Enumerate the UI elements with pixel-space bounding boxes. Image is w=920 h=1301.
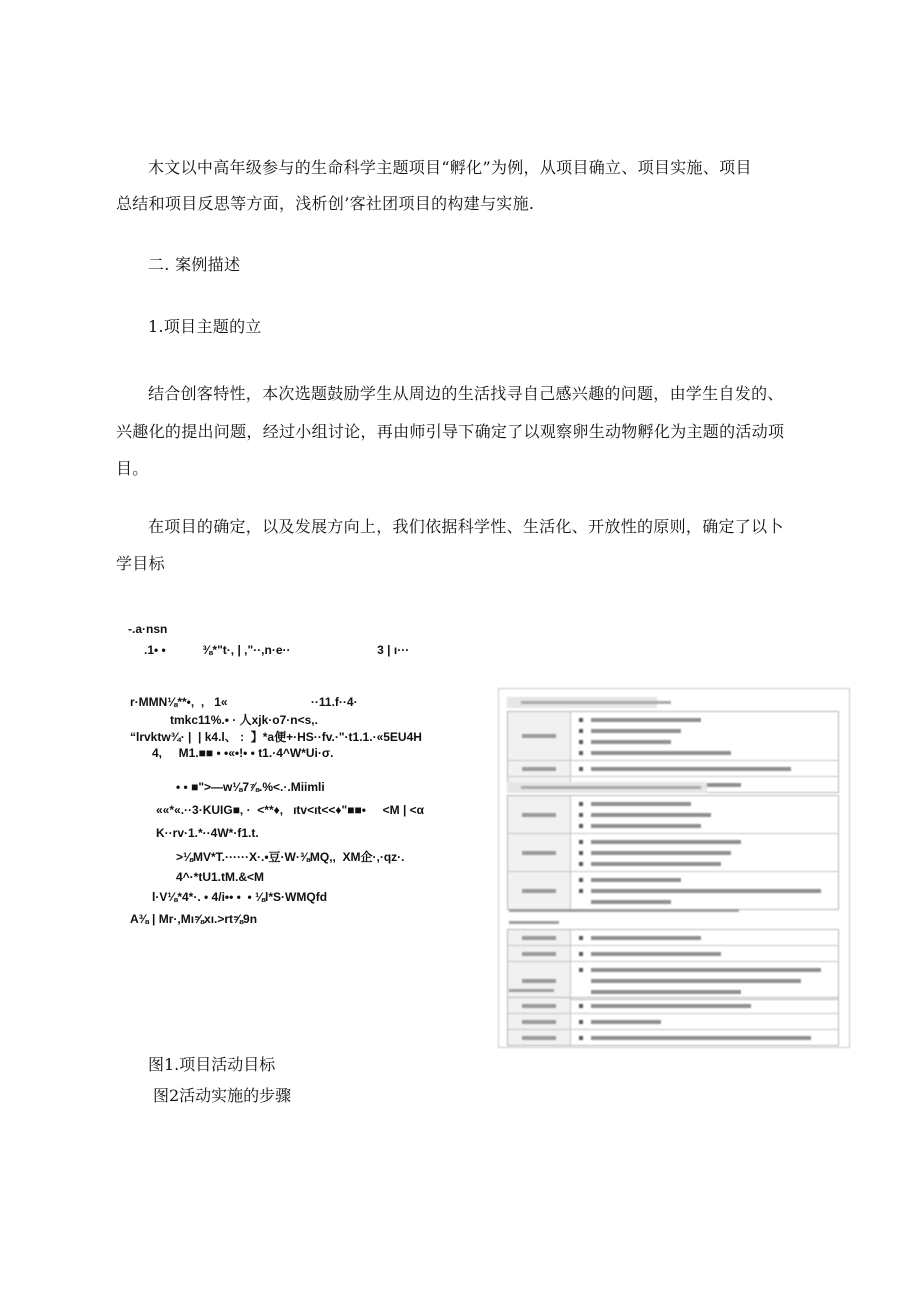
- garbled-line: ««*«.··3·KUIG■, · <**♦, ıtv<ıt<<♦"■■• <M | <α: [156, 803, 425, 817]
- garbled-line: tmkc11%.• · 人xjk·o7·n<s,.: [170, 713, 318, 727]
- figure-section-bar: [507, 782, 707, 793]
- paragraph-2-line-1: 在项目的确定，以及发展方向上，我们依据科学性、生活化、开放性的原则，确定了以卜: [148, 517, 784, 536]
- paragraph-1-line-3: 目。: [116, 459, 149, 478]
- figure-section-bar: [507, 697, 657, 708]
- paragraph-1-line-2: 兴趣化的提出问题，经过小组讨论，再由师引导下确定了以观察卵生动物孵化为主题的活动项: [116, 422, 785, 441]
- section-heading: 二. 案例描述: [148, 255, 241, 274]
- garbled-line: .1• • ⅜*"t·, | ,"··,n·e·· 3 | ı···: [144, 643, 410, 657]
- garbled-line: • • ■">—w⅛7⅞.%<.·.Miimli: [176, 780, 325, 794]
- garbled-line: r·MMN⅛**•, , 1« ··11.f··4·: [130, 695, 358, 709]
- paragraph-1-line-1: 结合创客特性，本次选题鼓励学生从周边的生活找寻自己感兴趣的问题，由学生自发的、: [148, 384, 784, 403]
- garbled-line: -.a·nsn: [128, 622, 168, 636]
- garbled-line: 4^·*tU1.tM.&<M: [176, 870, 265, 884]
- figure-1-caption: 图1.项目活动目标: [148, 1055, 276, 1074]
- figure-2-caption: 图2活动实施的步骤: [153, 1086, 292, 1105]
- figure-caption-line: [509, 905, 739, 915]
- figure-table: [507, 795, 839, 910]
- intro-line-2: 总结和项目反思等方面，浅析创’客社团项目的构建与实施.: [116, 194, 535, 213]
- paragraph-2-line-2: 学目标: [116, 554, 165, 573]
- garbled-line: K··rv·1.*··4W*·f1.t.: [156, 826, 259, 840]
- sub-heading: 1.项目主题的立: [148, 317, 262, 336]
- figure-table: [507, 997, 839, 1046]
- activity-steps-figure: [498, 688, 850, 1048]
- intro-line-1: 木文以中高年级参与的生命科学主题项目“孵化”为例，从项目确立、项目实施、项目: [148, 158, 752, 177]
- figure-caption-line: [509, 985, 554, 995]
- figure-caption-line: [509, 917, 559, 927]
- garbled-line: “lrvktw¾· | | k4.l、 : 】*a便+·HS··fv.·"·t1.1.·«5EU4H: [130, 730, 422, 744]
- figure-table: [507, 929, 839, 1000]
- garbled-line: 4, M1.■■ • •«•!• • t1.·4^W*Ui·σ.: [152, 746, 334, 760]
- garbled-line: A⅜ | Mr·,Mı⅝xı.>rt⅝9n: [130, 912, 258, 926]
- garbled-line: l·V⅛*4*·. • 4/i•• • • ⅛l*S·WMQfd: [152, 890, 328, 904]
- figure-table: [507, 711, 839, 793]
- garbled-line: >⅛MV*T.······X·.•豆·W·⅜MQ,, XM企·,·qz·.: [176, 850, 405, 864]
